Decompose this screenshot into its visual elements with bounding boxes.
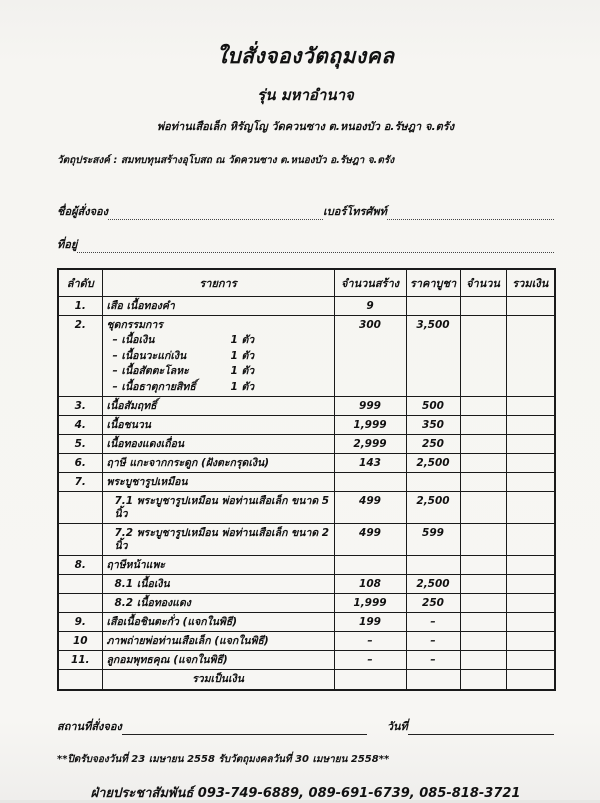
row-qty: [460, 435, 506, 454]
row-price: 250: [406, 435, 460, 454]
order-table-body: [58, 297, 555, 670]
table-row: [58, 473, 555, 492]
row-made: 2,999: [334, 435, 406, 454]
row-no: 10: [58, 632, 102, 651]
orderer-row: [57, 202, 554, 220]
row-qty: [460, 575, 506, 594]
row-made: 499: [334, 492, 406, 524]
row-no: 1.: [58, 297, 102, 316]
phone-fill-line: [387, 206, 554, 220]
row-total: [506, 316, 555, 397]
row-price: –: [406, 632, 460, 651]
date-fill-line: [408, 721, 554, 735]
row-made: –: [334, 632, 406, 651]
table-row: [58, 594, 555, 613]
row-qty: [460, 454, 506, 473]
row-no: 6.: [58, 454, 102, 473]
row-qty: [460, 397, 506, 416]
table-row: [58, 416, 555, 435]
table-row: [58, 575, 555, 594]
row-item: [102, 416, 334, 435]
row-made: 108: [334, 575, 406, 594]
row-total: [506, 492, 555, 524]
row-no: 11.: [58, 651, 102, 670]
row-total: [506, 575, 555, 594]
row-made: 1,999: [334, 416, 406, 435]
row-no: 9.: [58, 613, 102, 632]
address-row: [57, 235, 554, 253]
footer-empty-made: [334, 670, 406, 691]
row-item: [102, 613, 334, 632]
row-item-text: ลูกอมพุทธคุณ (แจกในพิธี): [106, 653, 228, 666]
table-row: [58, 556, 555, 575]
grand-total-label: รวมเป็นเงิน: [102, 670, 334, 691]
row-made: 143: [334, 454, 406, 473]
row-qty: [460, 473, 506, 492]
table-row: [58, 316, 555, 397]
row-price: 350: [406, 416, 460, 435]
table-row: [58, 397, 555, 416]
row-item: [102, 594, 334, 613]
row-qty: [460, 613, 506, 632]
row-made: [334, 556, 406, 575]
row-no: [58, 492, 102, 524]
date-label: วันที่: [386, 720, 408, 733]
order-table: [57, 268, 556, 691]
row-total: [506, 473, 555, 492]
row-made: 499: [334, 524, 406, 556]
row-made: 199: [334, 613, 406, 632]
row-item-text: เนื้อสัมฤทธิ์: [106, 399, 157, 412]
row-no: 5.: [58, 435, 102, 454]
table-row: [58, 454, 555, 473]
row-item-text: 8.2 เนื้อทองแดง: [114, 596, 191, 609]
row-item: [102, 575, 334, 594]
table-footer-row: [58, 670, 555, 691]
edition-title: รุ่น มหาอำนาจ: [257, 86, 354, 104]
row-price: 2,500: [406, 492, 460, 524]
place-label: สถานที่สั่งจอง: [57, 720, 122, 733]
row-price: [406, 473, 460, 492]
row-total: [506, 524, 555, 556]
row-item: [102, 524, 334, 556]
page-title: ใบสั่งจองวัตถุมงคล: [216, 44, 395, 68]
table-row: [58, 524, 555, 556]
row-item: [102, 651, 334, 670]
row-item: [102, 492, 334, 524]
row-item-text: เสือ เนื้อทองคำ: [106, 299, 175, 312]
row-item-text: ภาพถ่ายพ่อท่านเสือเล็ก (แจกในพิธี): [106, 634, 269, 647]
row-item-text: ชุดกรรมการ: [106, 318, 163, 331]
footer-empty-price: [406, 670, 460, 691]
row-total: [506, 613, 555, 632]
row-made: 1,999: [334, 594, 406, 613]
row-qty: [460, 556, 506, 575]
row-total: [506, 454, 555, 473]
row-item-detail: – เนื้อนวะแก่เงิน 1 ตัว: [112, 349, 255, 362]
row-qty: [460, 416, 506, 435]
row-item-text: เสือเนื้อชินตะกั่ว (แจกในพิธี): [106, 615, 238, 628]
row-qty: [460, 524, 506, 556]
row-total: [506, 594, 555, 613]
footer-empty-no: [58, 670, 102, 691]
row-item-text: เนื้อชนวน: [106, 418, 151, 431]
row-item: [102, 397, 334, 416]
row-total: [506, 416, 555, 435]
row-item-text: เนื้อทองแดงเถื่อน: [106, 437, 185, 450]
row-price: 250: [406, 594, 460, 613]
row-total: [506, 556, 555, 575]
row-no: 7.: [58, 473, 102, 492]
row-made: –: [334, 651, 406, 670]
phone-label: เบอร์โทรศัพท์: [323, 205, 387, 218]
row-item-text: 8.1 เนื้อเงิน: [114, 577, 170, 590]
row-no: 3.: [58, 397, 102, 416]
row-price: 2,500: [406, 454, 460, 473]
place-date-row: [57, 717, 554, 735]
footer-empty-qty: [460, 670, 506, 691]
row-price: –: [406, 613, 460, 632]
row-item-detail: – เนื้อสัตตะโลหะ 1 ตัว: [112, 365, 255, 377]
row-no: [58, 575, 102, 594]
row-qty: [460, 651, 506, 670]
row-no: 8.: [58, 556, 102, 575]
row-made: [334, 473, 406, 492]
row-item-detail: – เนื้อธาตุกายสิทธิ์ 1 ตัว: [112, 380, 255, 393]
row-made: 999: [334, 397, 406, 416]
row-price: 3,500: [406, 316, 460, 397]
row-item: [102, 454, 334, 473]
row-no: 2.: [58, 316, 102, 397]
row-qty: [460, 632, 506, 651]
contact-line: ฝ่ายประชาสัมพันธ์ 093-749-6889, 089-691-6739, 085-818-3721: [90, 786, 521, 801]
monk-temple-line: พ่อท่านเสือเล็ก หิรัญโญ วัดควนซาง ต.หนองบัว อ.รัษฎา จ.ตรัง: [156, 120, 455, 133]
closing-note: **ปิดรับจองวันที่ 23 เมษายน 2558 รับวัตถุมงคลวันที่ 30 เมษายน 2558**: [57, 754, 390, 765]
row-no: [58, 594, 102, 613]
row-total: [506, 297, 555, 316]
row-total: [506, 632, 555, 651]
row-item-text: 7.1 พระบูชารูปเหมือน พ่อท่านเสือเล็ก ขนาด 5 นิ้ว: [114, 494, 330, 520]
col-header-qty: จำนวน: [460, 269, 506, 297]
row-price: 2,500: [406, 575, 460, 594]
row-total: [506, 651, 555, 670]
orderer-label: ชื่อผู้สั่งจอง: [57, 205, 109, 218]
row-item-text: ฤาษี แกะจากกระดูก (ฝังตะกรุดเงิน): [106, 456, 270, 469]
table-row: [58, 651, 555, 670]
row-item: [102, 297, 334, 316]
col-header-made: จำนวนสร้าง: [334, 269, 406, 297]
address-fill-line: [77, 239, 554, 253]
col-header-price: ราคาบูชา: [406, 269, 460, 297]
row-no: [58, 524, 102, 556]
row-qty: [460, 492, 506, 524]
row-made: 9: [334, 297, 406, 316]
table-header-row: [58, 269, 555, 297]
table-row: [58, 613, 555, 632]
row-item: [102, 473, 334, 492]
row-item: [102, 556, 334, 575]
purpose-line: วัตถุประสงค์ : สมทบทุนสร้างอุโบสถ ณ วัดควนซาง ต.หนองบัว อ.รัษฎา จ.ตรัง: [57, 155, 395, 166]
table-row: [58, 297, 555, 316]
col-header-total: รวมเงิน: [506, 269, 555, 297]
row-no: 4.: [58, 416, 102, 435]
row-item: [102, 316, 334, 397]
place-fill-line: [122, 721, 367, 735]
col-header-item: รายการ: [102, 269, 334, 297]
table-row: [58, 435, 555, 454]
row-qty: [460, 297, 506, 316]
row-qty: [460, 316, 506, 397]
row-price: [406, 556, 460, 575]
row-made: 300: [334, 316, 406, 397]
col-header-no: ลำดับ: [58, 269, 102, 297]
row-total: [506, 397, 555, 416]
row-item-text: ฤาษีหน้าแพะ: [106, 558, 165, 571]
row-price: –: [406, 651, 460, 670]
row-price: [406, 297, 460, 316]
row-item-detail: – เนื้อเงิน 1 ตัว: [112, 334, 255, 346]
table-row: [58, 632, 555, 651]
row-item-text: 7.2 พระบูชารูปเหมือน พ่อท่านเสือเล็ก ขนาด 2 นิ้ว: [114, 526, 330, 552]
row-total: [506, 435, 555, 454]
row-item-text: พระบูชารูปเหมือน: [106, 475, 188, 488]
footer-empty-total: [506, 670, 555, 691]
row-price: 599: [406, 524, 460, 556]
row-qty: [460, 594, 506, 613]
orderer-fill-line: [108, 206, 323, 220]
row-price: 500: [406, 397, 460, 416]
address-label: ที่อยู่: [57, 238, 78, 251]
row-item: [102, 632, 334, 651]
row-item: [102, 435, 334, 454]
table-row: [58, 492, 555, 524]
